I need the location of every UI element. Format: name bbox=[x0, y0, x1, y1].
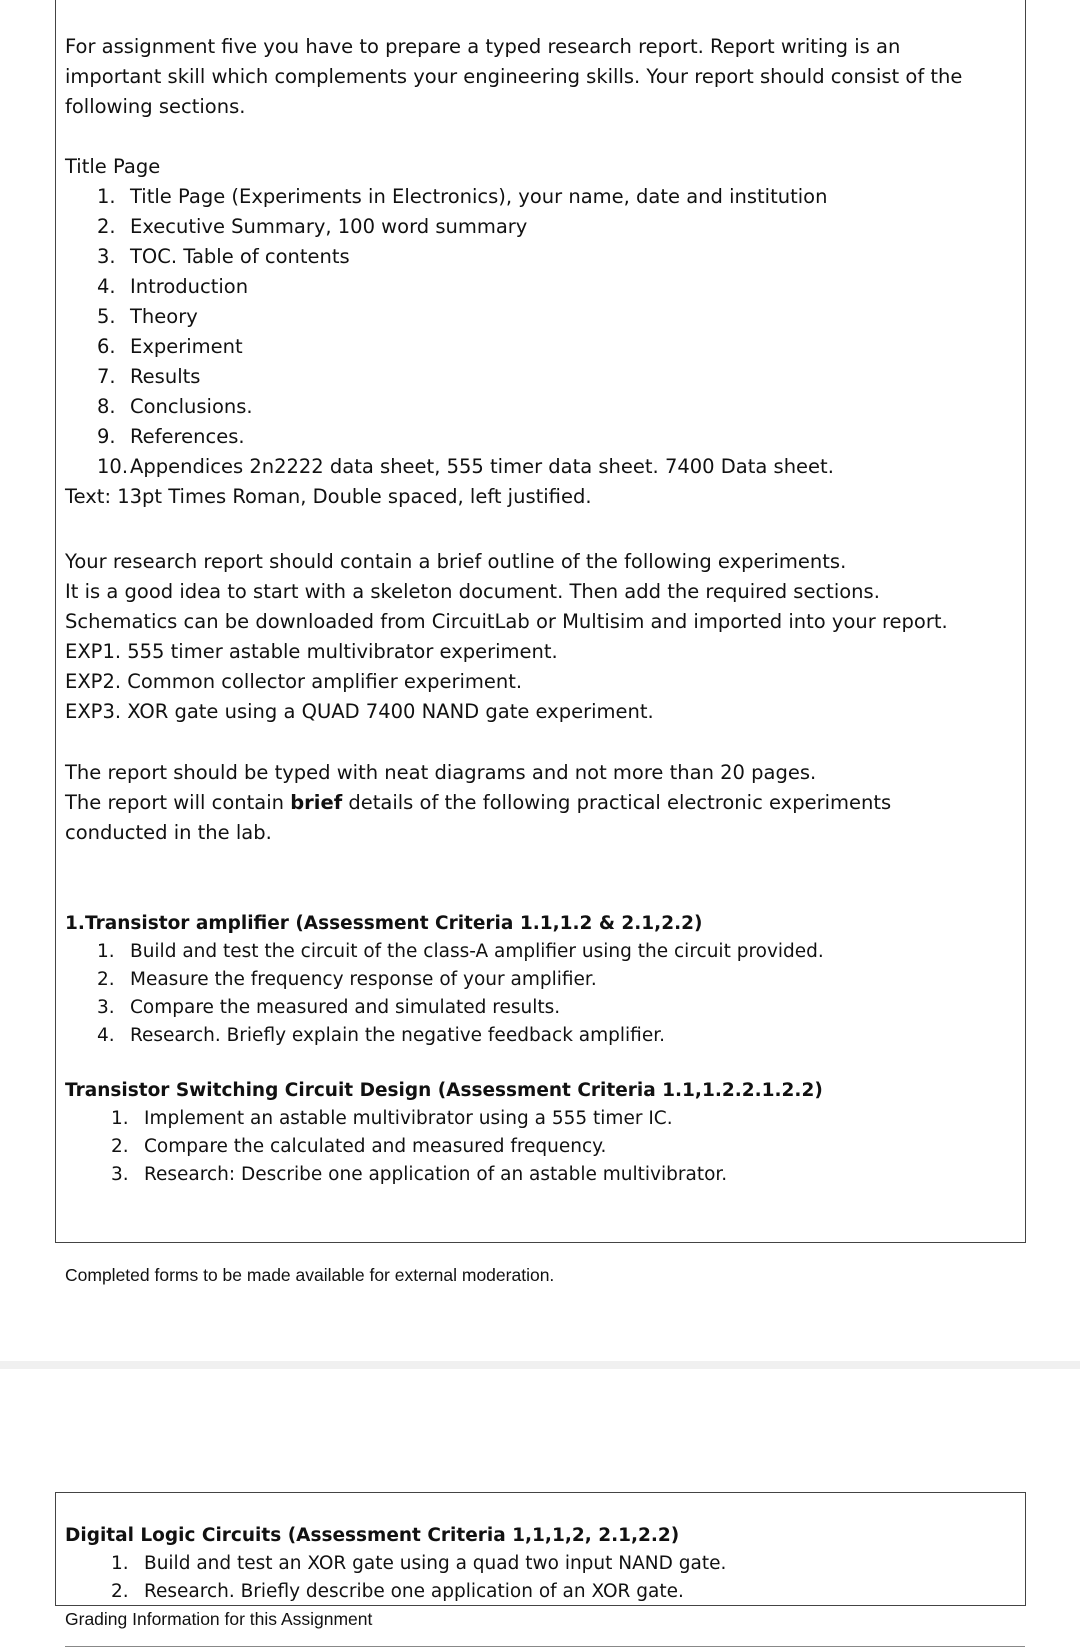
task2-item bbox=[111, 1161, 727, 1189]
section-item bbox=[97, 272, 248, 302]
section-item bbox=[97, 302, 198, 332]
intro-line-2: important skill which complements your engineering skills. Your report should consist of the bbox=[65, 65, 963, 88]
task2-item bbox=[111, 1133, 606, 1161]
task2-heading: Transistor Switching Circuit Design (Assessment Criteria 1.1,1.2.2.1.2.2) bbox=[65, 1080, 823, 1101]
section-item bbox=[97, 392, 253, 422]
page-divider bbox=[0, 1361, 1080, 1369]
section-item-text: TOC. Table of contents bbox=[130, 245, 350, 268]
section-item-text: Title Page (Experiments in Electronics), your name, date and institution bbox=[130, 185, 828, 208]
task1-item bbox=[97, 1022, 665, 1050]
section-item-number: 3. bbox=[97, 245, 116, 268]
task1-number: 1. bbox=[65, 913, 85, 934]
section-item-text: Theory bbox=[130, 305, 198, 328]
section-item-text: Results bbox=[130, 365, 201, 388]
section-item-text: Experiment bbox=[130, 335, 243, 358]
section-item bbox=[97, 182, 827, 212]
section-item-number: 1. bbox=[97, 185, 116, 208]
task1-heading bbox=[65, 910, 702, 938]
section-item-number: 4. bbox=[97, 275, 116, 298]
sections-heading: Title Page bbox=[65, 155, 161, 178]
section-item bbox=[97, 452, 834, 482]
task3-item bbox=[111, 1550, 726, 1578]
requirements-line-2-end: details of the following practical electronic experiments bbox=[342, 791, 892, 814]
section-item-number: 10. bbox=[97, 455, 129, 478]
requirements-line-2 bbox=[65, 788, 891, 818]
section-item-text: Executive Summary, 100 word summary bbox=[130, 215, 528, 238]
task3-heading: Digital Logic Circuits (Assessment Criteria 1,1,1,2, 2.1,2.2) bbox=[65, 1525, 680, 1546]
task1-item-number: 1. bbox=[97, 941, 115, 962]
task1-title: Transistor amplifier (Assessment Criteria 1.1,1.2 & 2.1,2.2) bbox=[85, 913, 703, 934]
section-item-text: Conclusions. bbox=[130, 395, 253, 418]
task1-item-number: 4. bbox=[97, 1025, 115, 1046]
section-item bbox=[97, 422, 245, 452]
task1-item bbox=[97, 994, 560, 1022]
section-item bbox=[97, 242, 350, 272]
task2-item-number: 3. bbox=[111, 1164, 129, 1185]
task2-item-text: Compare the calculated and measured frequency. bbox=[144, 1136, 607, 1157]
task3-item-number: 1. bbox=[111, 1553, 129, 1574]
requirements-line-2-start: The report will contain bbox=[65, 791, 291, 814]
section-item-number: 8. bbox=[97, 395, 116, 418]
format-note: Text: 13pt Times Roman, Double spaced, left justified. bbox=[65, 485, 592, 508]
task2-item-text: Research: Describe one application of an astable multivibrator. bbox=[144, 1164, 728, 1185]
section-item bbox=[97, 362, 200, 392]
task1-item-text: Research. Briefly explain the negative feedback amplifier. bbox=[130, 1025, 665, 1046]
section-item-text: Appendices 2n2222 data sheet, 555 timer data sheet. 7400 Data sheet. bbox=[130, 455, 834, 478]
outline-line: EXP1. 555 timer astable multivibrator experiment. bbox=[65, 640, 558, 663]
section-item-text: Introduction bbox=[130, 275, 249, 298]
section-item bbox=[97, 332, 243, 362]
requirements-line-1: The report should be typed with neat diagrams and not more than 20 pages. bbox=[65, 761, 817, 784]
outline-line: EXP2. Common collector amplifier experiment. bbox=[65, 670, 523, 693]
section-item-number: 7. bbox=[97, 365, 116, 388]
task3-item bbox=[111, 1578, 684, 1606]
section-item-number: 2. bbox=[97, 215, 116, 238]
grading-label: Grading Information for this Assignment bbox=[65, 1609, 373, 1629]
intro-line-3: following sections. bbox=[65, 95, 246, 118]
task2-item bbox=[111, 1105, 673, 1133]
footer-rule bbox=[65, 1646, 1025, 1647]
requirements-emphasis: brief bbox=[290, 791, 343, 814]
task1-item-number: 2. bbox=[97, 969, 115, 990]
task3-item-number: 2. bbox=[111, 1581, 129, 1602]
task1-item-text: Build and test the circuit of the class-A amplifier using the circuit provided. bbox=[130, 941, 824, 962]
task1-item bbox=[97, 938, 824, 966]
outline-line: Your research report should contain a brief outline of the following experiments. bbox=[65, 550, 847, 573]
section-item-text: References. bbox=[130, 425, 245, 448]
section-item-number: 9. bbox=[97, 425, 116, 448]
task1-item bbox=[97, 966, 597, 994]
task1-item-text: Compare the measured and simulated results. bbox=[130, 997, 561, 1018]
requirements-line-3: conducted in the lab. bbox=[65, 821, 272, 844]
outline-line: It is a good idea to start with a skeleton document. Then add the required sections. bbox=[65, 580, 880, 603]
section-item bbox=[97, 212, 527, 242]
task3-item-text: Research. Briefly describe one application of an XOR gate. bbox=[144, 1581, 684, 1602]
moderation-note: Completed forms to be made available for external moderation. bbox=[65, 1265, 555, 1285]
intro-line-1: For assignment five you have to prepare a typed research report. Report writing is an bbox=[65, 35, 901, 58]
section-item-number: 5. bbox=[97, 305, 116, 328]
task2-item-number: 2. bbox=[111, 1136, 129, 1157]
task1-item-number: 3. bbox=[97, 997, 115, 1018]
section-item-number: 6. bbox=[97, 335, 116, 358]
task2-item-text: Implement an astable multivibrator using a 555 timer IC. bbox=[144, 1108, 673, 1129]
task1-item-text: Measure the frequency response of your amplifier. bbox=[130, 969, 597, 990]
outline-line: Schematics can be downloaded from CircuitLab or Multisim and imported into your report. bbox=[65, 610, 948, 633]
outline-line: EXP3. XOR gate using a QUAD 7400 NAND gate experiment. bbox=[65, 700, 654, 723]
task3-item-text: Build and test an XOR gate using a quad two input NAND gate. bbox=[144, 1553, 727, 1574]
task2-item-number: 1. bbox=[111, 1108, 129, 1129]
